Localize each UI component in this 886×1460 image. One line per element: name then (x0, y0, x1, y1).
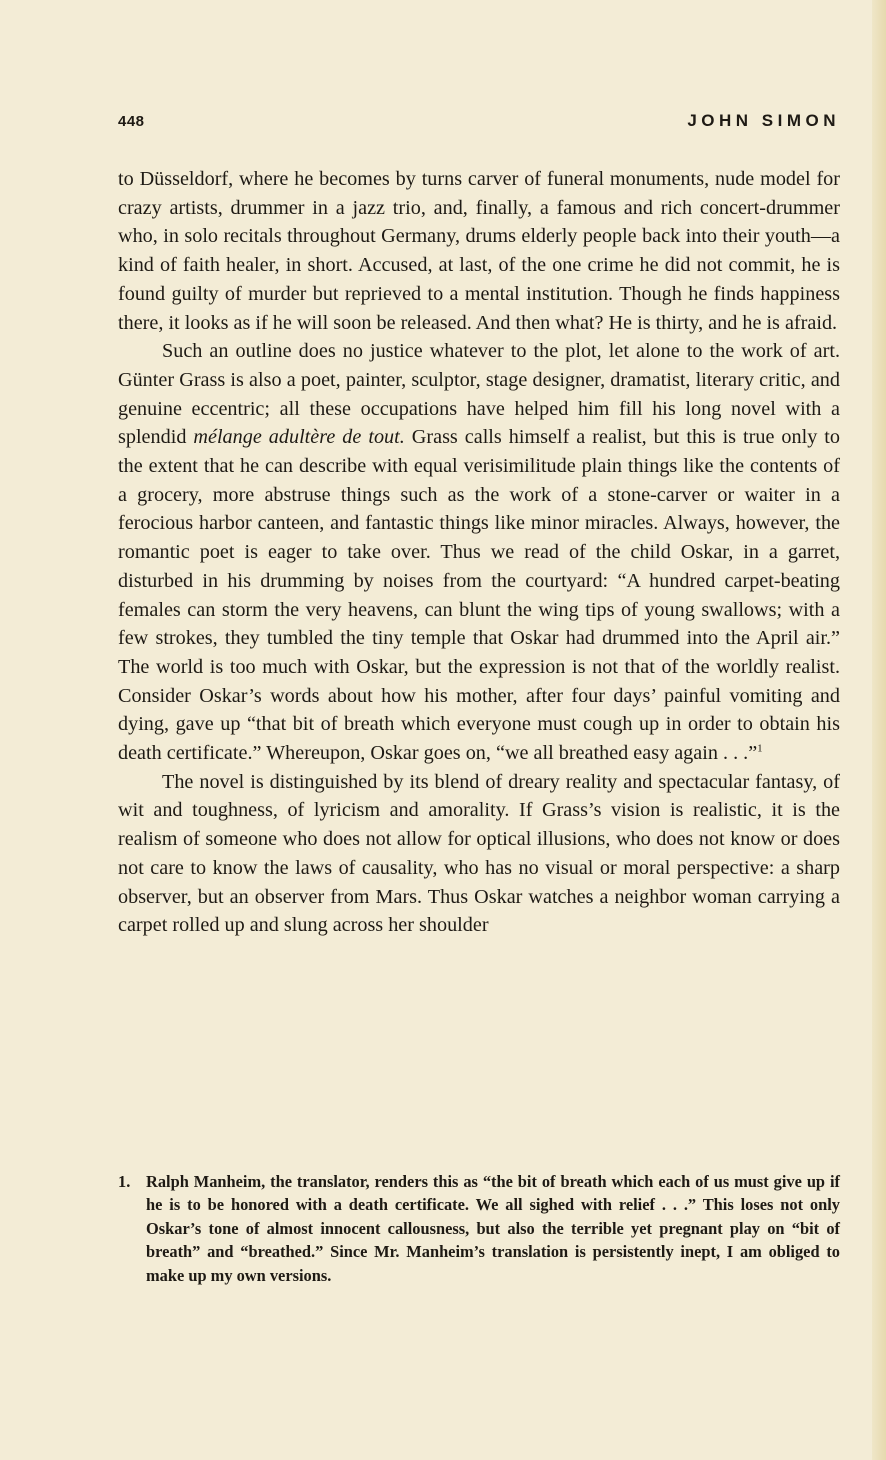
paragraph-2-text-after: Grass calls himself a realist, but this is true only to the extent that he can describe with equal verisimilitude plain things like the contents of a grocery, more abstruse things such as the work of a stone-carver or waiter in a ferocious harbor canteen, and fantastic things like minor miracles. Always, however, the romantic poet is eager to take over. Thus we read of the child Oskar, in a garret, disturbed in his drumming by noises from the courtyard: “A hundred carpet-beating females can storm the very heavens, can blunt the wing tips of young swallows; with a few strokes, they tumbled the tiny temple that Oskar had drummed into the April air.” The world is too much with Oskar, but the expression is not that of the worldly realist. Consider Oskar’s words about how his mother, after four days’ painful vomiting and dying, gave up “that bit of breath which everyone must cough up in order to obtain his death certificate.” Whereupon, Oskar goes on, “we all breathed easy again . . .” (118, 426, 840, 765)
page-number: 448 (118, 113, 145, 130)
paragraph-2-text-before: Such an outline does no justice whatever to the plot, let alone to the work of art. Günter Grass is also a poet, painter, sculptor, stage designer, dramatist, literary critic, and genuine eccentric; all these occupations have helped him fill his long novel with a splendid (118, 340, 840, 449)
paragraph-1: to Düsseldorf, where he becomes by turns carver of funeral monuments, nude model for crazy artists, drummer in a jazz trio, and, finally, a famous and rich concert-drummer who, in solo recitals throughout Germany, drums elderly people back into their youth—a kind of faith healer, in short. Accused, at last, of the one crime he did not commit, he is found guilty of murder but reprieved to a mental institution. Though he finds happiness there, it looks as if he will soon be released. And then what? He is thirty, and he is afraid. (118, 168, 840, 334)
page-edge (872, 0, 886, 1460)
running-head: JOHN SIMON (687, 111, 840, 130)
footnote-text: Ralph Manheim, the translator, renders this as “the bit of breath which each of us must give up if he is to be honored with a death certificate. We all sighed with relief . . .” This loses not only Oskar’s tone of almost innocent callousness, but also the terrible yet pregnant play on “bit of breath” and “breathed.” Since Mr. Manheim’s translation is persistently inept, I am obliged to make up my own versions. (146, 1172, 840, 1285)
page-header (118, 113, 840, 137)
italic-phrase: mélange adultère de tout. (193, 426, 405, 449)
footnote-number: 1. (118, 1172, 131, 1191)
footnote-mark: 1 (757, 742, 763, 755)
paragraph-3: The novel is distinguished by its blend of dreary reality and spectacular fantasy, of wit and toughness, of lyricism and amorality. If Grass’s vision is realistic, it is the realism of someone who does not allow for optical illusions, who does not know or does not care to know the laws of causality, who has no visual or moral perspective: a sharp observer, but an observer from Mars. Thus Oskar watches a neighbor woman carrying a carpet rolled up and slung across her shoulder (118, 770, 840, 937)
footnote (118, 1170, 840, 1287)
paragraph-2 (118, 337, 840, 768)
body-text (118, 165, 840, 940)
